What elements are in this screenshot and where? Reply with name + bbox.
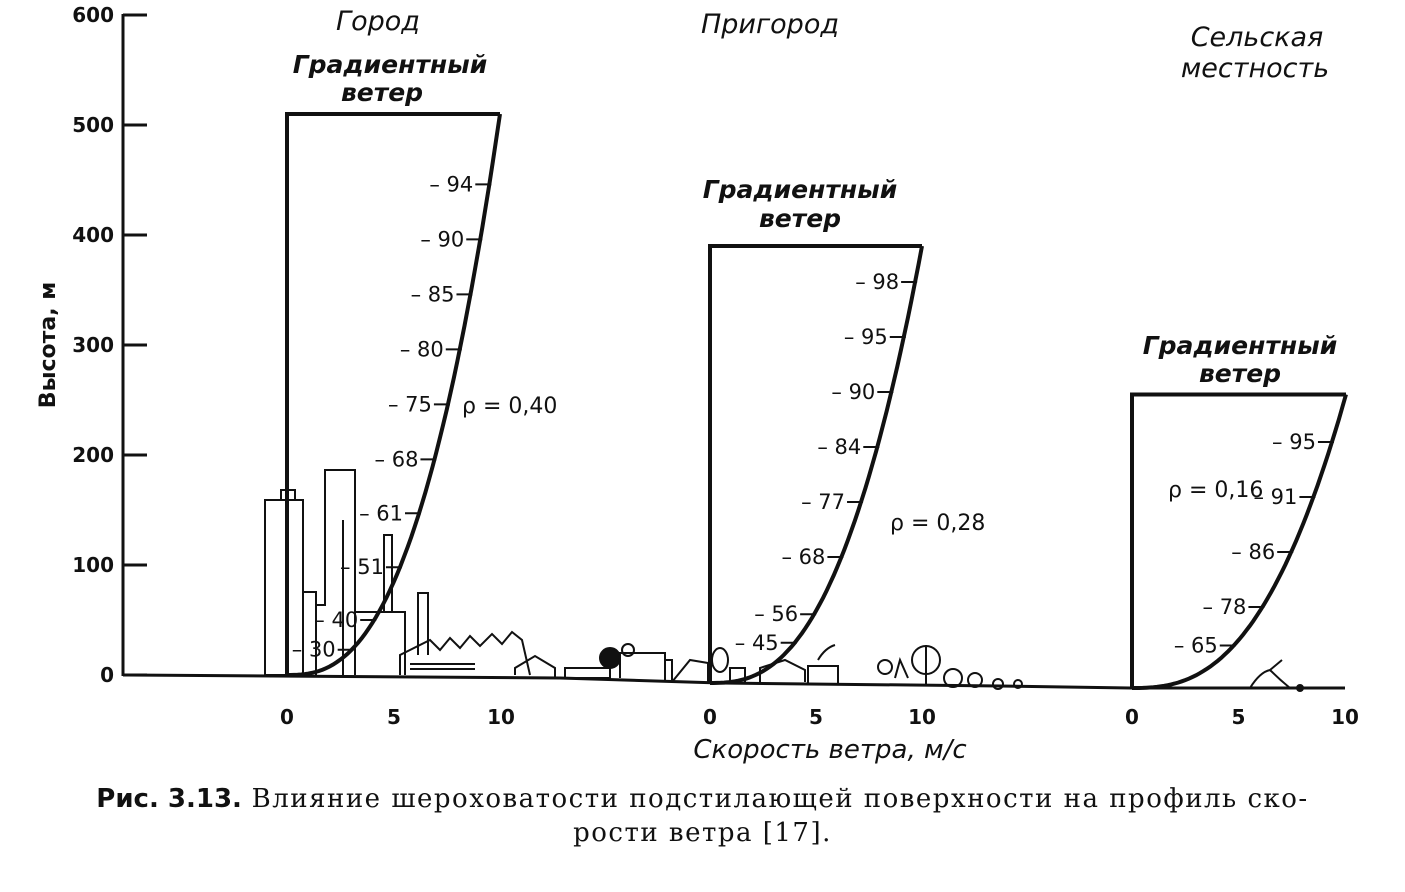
speed-tick-label-10: 10 [908, 705, 936, 729]
gradient-box [710, 246, 922, 683]
rural-gradient-wind-label-2: ветер [1198, 359, 1282, 388]
rural-exponent-label: ρ = 0,16 [1168, 478, 1264, 503]
suburb-exponent-label: ρ = 0,28 [890, 511, 986, 536]
caption-line-2: рости ветра [17]. [573, 818, 832, 848]
caption-number: Рис. 3.13. [96, 784, 242, 814]
percent-label: – 78 [1202, 595, 1247, 619]
percent-label: – 51 [340, 555, 384, 580]
speed-tick-label-5: 5 [809, 705, 823, 729]
speed-tick-label-10: 10 [1331, 705, 1359, 729]
rural-gradient-wind-label-1: Градиентный [1142, 331, 1338, 360]
percent-label: – 56 [754, 602, 799, 627]
suburb-title: Пригород [700, 9, 840, 40]
percent-label: – 86 [1231, 540, 1276, 564]
suburb-gradient-wind-label-2: ветер [758, 204, 842, 233]
speed-tick-label-0: 0 [1125, 705, 1139, 729]
percent-label: – 94 [429, 172, 474, 197]
caption-line-1 [0, 782, 1405, 816]
speed-tick-label-5: 5 [1231, 705, 1246, 729]
height-tick-label-200: 200 [72, 443, 114, 467]
percent-label: – 68 [781, 545, 826, 569]
percent-label: – 65 [1173, 633, 1218, 658]
percent-label: – 91 [1253, 485, 1298, 509]
percent-label: – 61 [359, 501, 404, 526]
height-tick-label-500: 500 [72, 113, 114, 137]
city-panel [280, 114, 515, 729]
speed-tick-label-5: 5 [387, 705, 401, 729]
percent-label: – 75 [388, 392, 432, 417]
speed-tick-label-10: 10 [487, 705, 515, 729]
height-tick-label-600: 600 [72, 3, 114, 27]
city-exponent-label: ρ = 0,40 [462, 394, 558, 419]
wind-profile-curve [710, 246, 922, 683]
percent-label: – 45 [734, 630, 779, 655]
height-tick-label-0: 0 [100, 663, 114, 687]
percent-label: – 90 [831, 380, 876, 404]
figure-caption [0, 782, 1405, 850]
percent-label: – 68 [374, 447, 419, 472]
height-tick-label-400: 400 [72, 223, 114, 247]
city-gradient-wind-label-1: Градиентный [292, 50, 488, 79]
height-axis-ticks [72, 3, 147, 687]
city-title: Город [336, 6, 420, 37]
height-axis-title: Высота, м [36, 281, 61, 409]
percent-label: – 80 [399, 337, 444, 362]
caption-text-1: Влияние шероховатости подстилающей поверхности на профиль ско- [251, 784, 1309, 814]
rural-panel [1125, 395, 1359, 730]
percent-label: – 90 [420, 227, 465, 252]
rural-title-line1: Сельская [1190, 22, 1324, 53]
percent-label: – 85 [410, 282, 455, 307]
percent-label: – 98 [855, 270, 900, 294]
percent-label: – 77 [801, 490, 846, 514]
rural-title-line2: местность [1180, 53, 1330, 84]
percent-label: – 30 [291, 637, 336, 662]
percent-label: – 95 [1272, 430, 1316, 454]
height-tick-label-100: 100 [72, 553, 114, 577]
speed-tick-label-0: 0 [703, 705, 717, 729]
percent-label: – 95 [843, 325, 888, 349]
speed-tick-label-0: 0 [280, 705, 294, 729]
suburb-gradient-wind-label-1: Градиентный [702, 175, 898, 204]
height-tick-label-300: 300 [72, 333, 114, 357]
percent-label: – 40 [314, 608, 359, 632]
percent-label: – 84 [817, 435, 862, 459]
height-axis [36, 3, 147, 687]
city-gradient-wind-label-2: ветер [340, 78, 424, 107]
wind-speed-axis-title: Скорость ветра, м/с [693, 735, 967, 765]
rural-surface-silhouette [1250, 660, 1303, 691]
